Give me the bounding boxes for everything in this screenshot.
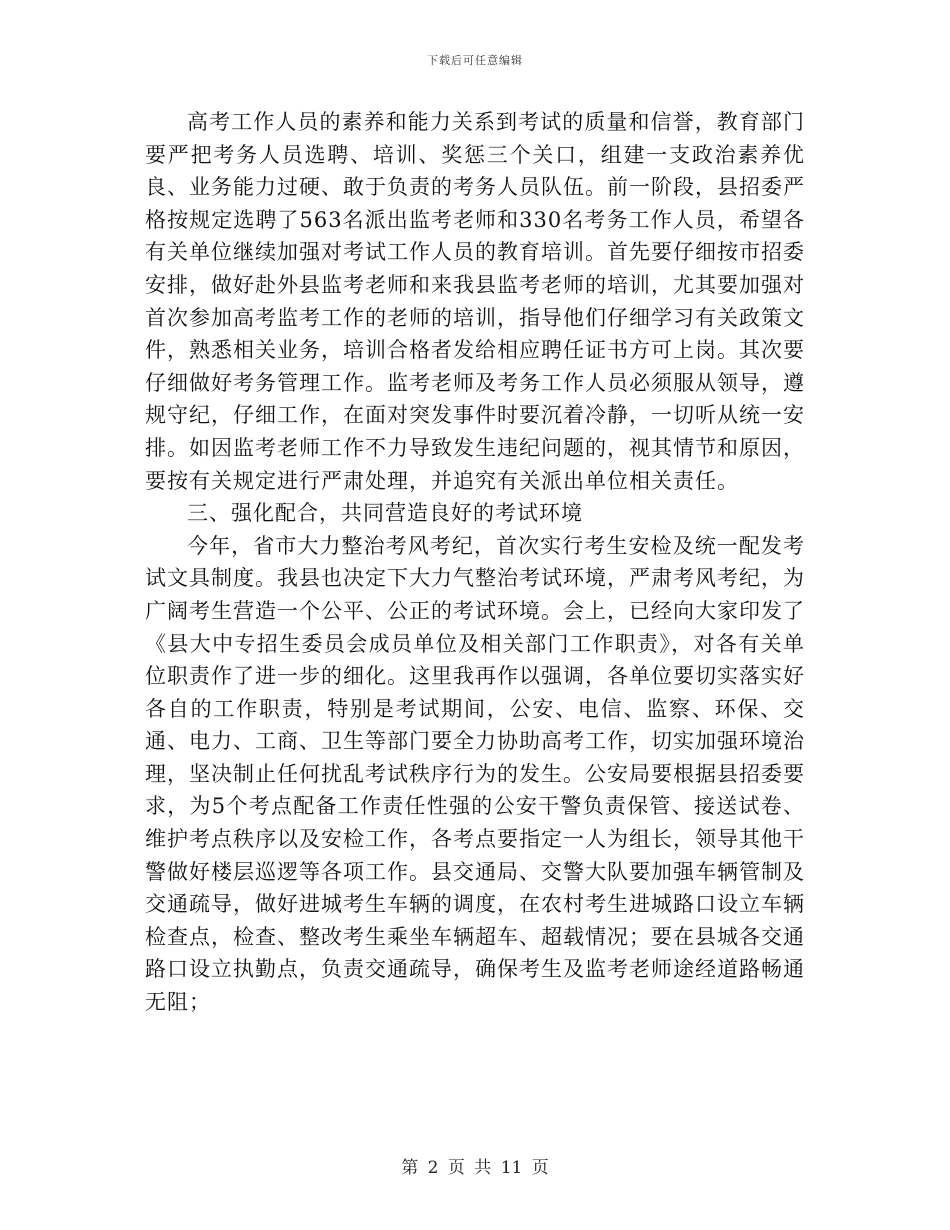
page-number-footer: 第 2 页 共 11 页	[401, 1158, 549, 1178]
section-heading-cooperation: 三、强化配合，共同营造良好的考试环境	[187, 501, 583, 526]
document-body	[145, 106, 805, 1019]
paragraph-exam-environment: 今年，省市大力整治考风考纪，首次实行考生安检及统一配发考试文具制度。我县也决定下大力气整治考试环境，严肃考风考纪，为广阔考生营造一个公平、公正的考试环境。会上，已经向大家印发了《县大中专招生委员会成员单位及相关部门工作职责》，对各有关单位职责作了进一步的细化。这里我再作以强调，各单位要切实落实好各自的工作职责，特别是考试期间，公安、电信、监察、环保、交通、电力、工商、卫生等部门要全力协助高考工作，切实加强环境治理，坚决制止任何扰乱考试秩序行为的发生。公安局要根据县招委要求，为5个考点配备工作责任性强的公安干警负责保管、接送试卷、维护考点秩序以及安检工作，各考点要指定一人为组长，领导其他干警做好楼层巡逻等各项工作。县交通局、交警大队要加强车辆管制及交通疏导，做好进城考生车辆的调度，在农村考生进城路口设立车辆检查点，检查、整改考生乘坐车辆超车、超载情况；要在县城各交通路口设立执勤点，负责交通疏导，确保考生及监考老师途经道路畅通无阻；	[145, 533, 805, 1015]
page-header-note: 下载后可任意编辑	[427, 54, 523, 67]
paragraph-staff-training: 高考工作人员的素养和能力关系到考试的质量和信誉，教育部门要严把考务人员选聘、培训、奖惩三个关口，组建一支政治素养优良、业务能力过硬、敢于负责的考务人员队伍。前一阶段，县招委严格按规定选聘了563名派出监考老师和330名考务工作人员，希望各有关单位继续加强对考试工作人员的教育培训。首先要仔细按市招委安排，做好赴外县监考老师和来我县监考老师的培训，尤其要加强对首次参加高考监考工作的老师的培训，指导他们仔细学习有关政策文件，熟悉相关业务，培训合格者发给相应聘任证书方可上岗。其次要仔细做好考务管理工作。监考老师及考务工作人员必须服从领导，遵规守纪，仔细工作，在面对突发事件时要沉着冷静，一切听从统一安排。如因监考老师工作不力导致发生违纪问题的，视其情节和原因，要按有关规定进行严肃处理，并追究有关派出单位相关责任。	[145, 110, 805, 493]
